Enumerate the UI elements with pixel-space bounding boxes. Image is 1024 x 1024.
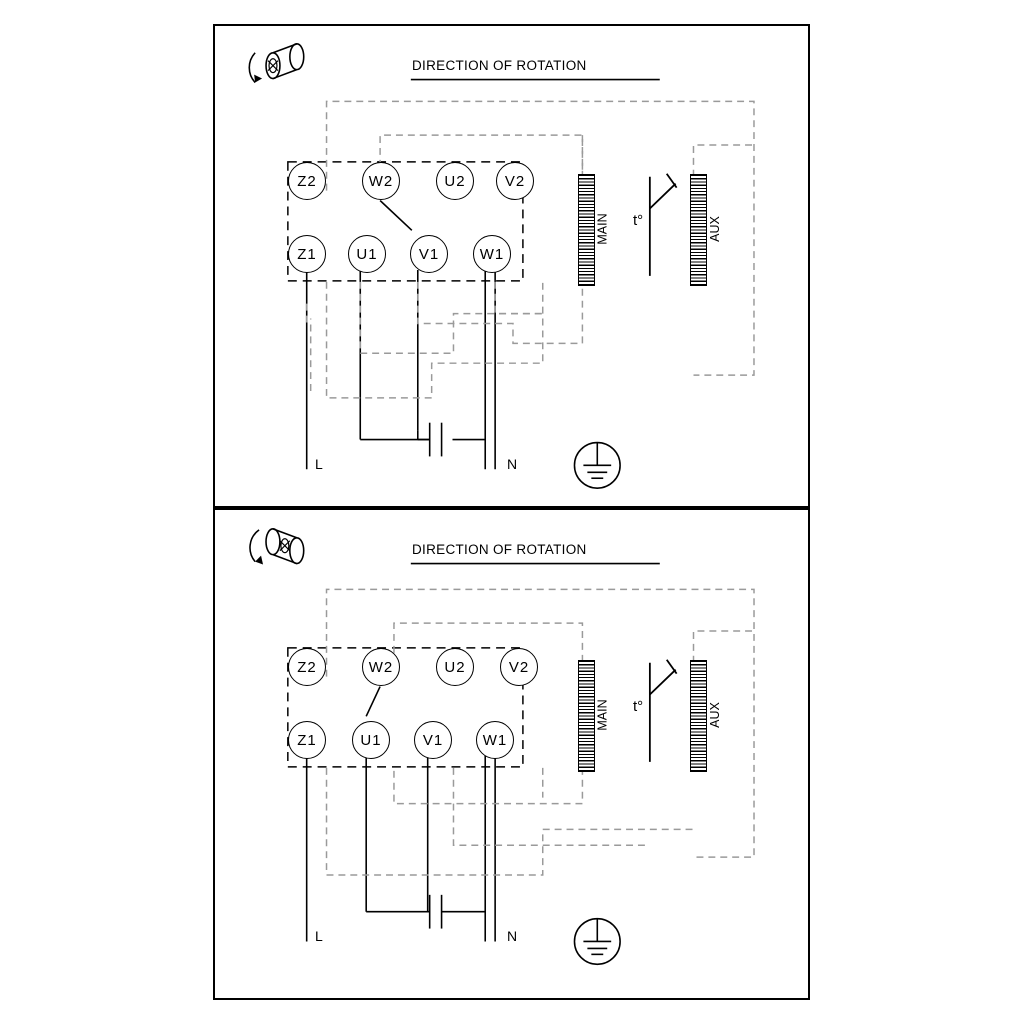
main-coil-label-bottom: MAIN xyxy=(595,699,610,731)
terminal-v1-top[interactable]: V1 xyxy=(410,235,448,273)
solid-wiring-bottom xyxy=(307,687,495,942)
earth-ground-symbol xyxy=(574,443,620,489)
aux-coil-top xyxy=(690,174,707,286)
terminal-w1-bottom[interactable]: W1 xyxy=(476,721,514,759)
terminal-u1-top[interactable]: U1 xyxy=(348,235,386,273)
thermal-label-bottom: t° xyxy=(633,698,644,715)
main-coil-bottom xyxy=(578,660,595,772)
panel-top xyxy=(213,24,810,508)
solid-wiring-top xyxy=(307,201,495,470)
terminal-v1-bottom[interactable]: V1 xyxy=(414,721,452,759)
aux-coil-label-top: AUX xyxy=(707,216,722,242)
panel-bottom xyxy=(213,508,810,1000)
main-coil-label-top: MAIN xyxy=(595,213,610,245)
line-label-bottom: L xyxy=(315,928,323,944)
terminal-z1-top[interactable]: Z1 xyxy=(288,235,326,273)
neutral-label-top: N xyxy=(507,456,518,472)
terminal-z2-top[interactable]: Z2 xyxy=(288,162,326,200)
terminal-u1-bottom[interactable]: U1 xyxy=(352,721,390,759)
earth-ground-symbol xyxy=(574,919,620,965)
terminal-w1-top[interactable]: W1 xyxy=(473,235,511,273)
motor-shaft-rotation-cw-icon xyxy=(250,529,304,565)
terminal-v2-top[interactable]: V2 xyxy=(496,162,534,200)
thermal-protector-icon xyxy=(650,174,677,276)
aux-coil-bottom xyxy=(690,660,707,772)
panel-bottom-title: DIRECTION OF ROTATION xyxy=(412,542,587,557)
terminal-w2-bottom[interactable]: W2 xyxy=(362,648,400,686)
main-coil-top xyxy=(578,174,595,286)
neutral-label-bottom: N xyxy=(507,928,518,944)
terminal-z2-bottom[interactable]: Z2 xyxy=(288,648,326,686)
thermal-label-top: t° xyxy=(633,212,644,229)
aux-coil-label-bottom: AUX xyxy=(707,702,722,728)
motor-shaft-rotation-ccw-icon xyxy=(249,44,303,83)
terminal-z1-bottom[interactable]: Z1 xyxy=(288,721,326,759)
line-label-top: L xyxy=(315,456,323,472)
terminal-w2-top[interactable]: W2 xyxy=(362,162,400,200)
terminal-u2-bottom[interactable]: U2 xyxy=(436,648,474,686)
terminal-u2-top[interactable]: U2 xyxy=(436,162,474,200)
terminal-v2-bottom[interactable]: V2 xyxy=(500,648,538,686)
thermal-protector-icon xyxy=(650,660,677,762)
panel-top-title: DIRECTION OF ROTATION xyxy=(412,58,587,73)
